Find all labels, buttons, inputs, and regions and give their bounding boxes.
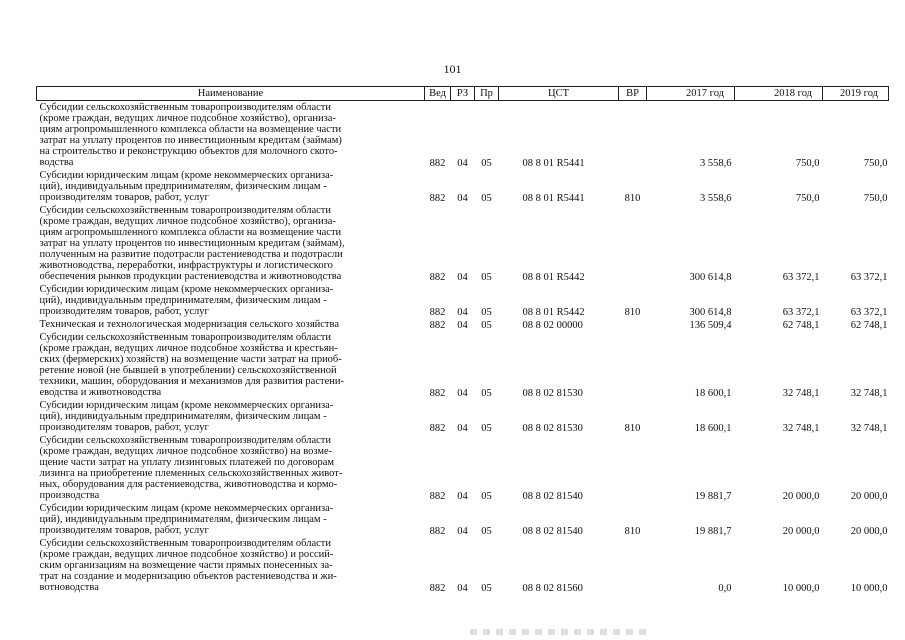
row-amount-2019: 750,0 <box>863 193 888 204</box>
row-vr <box>619 101 647 170</box>
row-vr: 810 <box>624 307 641 318</box>
row-ved: 882 <box>429 193 446 204</box>
row-amount-2018: 750,0 <box>795 158 820 169</box>
col-header-rz: РЗ <box>451 87 475 101</box>
row-vr <box>619 537 647 594</box>
row-amount-2018: 62 748,1 <box>782 320 820 331</box>
row-amount-2019: 63 372,1 <box>850 307 888 318</box>
row-name: Субсидии сельскохозяйственным товаропроизводителям области (кроме граждан, ведущих личное подсобное хозяйство), организа- циям агропромышленного комплекса области на возмещение части затрат на уплату процентов по инвестиционным кредитам (займам) на строительство и реконструкцию объектов для молочного ското- водства <box>39 102 342 168</box>
row-cst: 08 8 01 R5442 <box>522 272 585 283</box>
row-ved: 882 <box>429 388 446 399</box>
col-header-name: Наименование <box>37 87 425 101</box>
table-row <box>37 283 889 318</box>
table-body <box>37 101 889 595</box>
row-vr: 810 <box>624 423 641 434</box>
row-vr <box>619 331 647 399</box>
row-amount-2017: 18 600,1 <box>694 388 732 399</box>
row-amount-2017: 3 558,6 <box>700 158 732 169</box>
row-amount-2017: 19 881,7 <box>694 526 732 537</box>
budget-table <box>36 86 889 594</box>
row-amount-2018: 10 000,0 <box>782 583 820 594</box>
row-amount-2017: 3 558,6 <box>700 193 732 204</box>
row-amount-2019: 20 000,0 <box>850 526 888 537</box>
row-ved: 882 <box>429 158 446 169</box>
col-header-2017: 2017 год <box>647 87 735 101</box>
table-row <box>37 169 889 204</box>
row-rz: 04 <box>457 307 468 318</box>
row-amount-2018: 20 000,0 <box>782 526 820 537</box>
row-ved: 882 <box>429 320 446 331</box>
row-rz: 04 <box>457 491 468 502</box>
row-pr: 05 <box>481 307 492 318</box>
row-amount-2017: 18 600,1 <box>694 423 732 434</box>
row-rz: 04 <box>457 272 468 283</box>
row-amount-2017: 300 614,8 <box>689 307 732 318</box>
row-name: Техническая и технологическая модернизация сельского хозяйства <box>39 319 340 330</box>
table-row <box>37 399 889 434</box>
row-ved: 882 <box>429 272 446 283</box>
row-vr <box>619 318 647 331</box>
table-row <box>37 204 889 283</box>
row-name: Субсидии сельскохозяйственным товаропроизводителям области (кроме граждан, ведущих личное подсобное хозяйства и крестьян- ских (фермерских) хозяйств) на возмещение части затрат на приоб- ретение новой (не бывшей в употреблении) сельскохозяйственной техники, машин, оборудования и механизмов для развития растени- еводства и животноводства <box>39 332 344 398</box>
row-vr <box>619 434 647 502</box>
row-pr: 05 <box>481 526 492 537</box>
row-ved: 882 <box>429 423 446 434</box>
table-row <box>37 434 889 502</box>
col-header-2019: 2019 год <box>823 87 889 101</box>
row-ved: 882 <box>429 583 446 594</box>
row-amount-2019: 32 748,1 <box>850 388 888 399</box>
row-cst: 08 8 02 81560 <box>522 583 583 594</box>
row-cst: 08 8 01 R5441 <box>522 193 585 204</box>
row-amount-2019: 20 000,0 <box>850 491 888 502</box>
row-pr: 05 <box>481 320 492 331</box>
row-vr: 810 <box>624 526 641 537</box>
row-pr: 05 <box>481 388 492 399</box>
table-row <box>37 318 889 331</box>
row-pr: 05 <box>481 491 492 502</box>
row-name: Субсидии сельскохозяйственным товаропроизводителям области (кроме граждан, ведущих личное подсобное хозяйство), организа- циям агропромышленного комплекса области на возмещение части затрат на уплату процентов по инвестиционным кредитам (займам), полученным на развитие подотрасли растениеводства и подотрасли животноводства, переработки, инфраструктуры и логистического обеспечения рынков продукции растениеводства и животноводства <box>39 205 345 282</box>
row-name: Субсидии юридическим лицам (кроме некоммерческих организа- ций), индивидуальным предпринимателям, физическим лицам - производителям товаров, работ, услуг <box>39 284 334 317</box>
col-header-cst: ЦСТ <box>499 87 619 101</box>
row-pr: 05 <box>481 272 492 283</box>
table-row <box>37 502 889 537</box>
table-row <box>37 537 889 594</box>
row-rz: 04 <box>457 320 468 331</box>
row-rz: 04 <box>457 423 468 434</box>
row-amount-2018: 32 748,1 <box>782 423 820 434</box>
row-name: Субсидии юридическим лицам (кроме некоммерческих организа- ций), индивидуальным предпринимателям, физическим лицам - производителям товаров, работ, услуг <box>39 400 334 433</box>
row-amount-2017: 136 509,4 <box>689 320 732 331</box>
row-name: Субсидии юридическим лицам (кроме некоммерческих организа- ций), индивидуальным предпринимателям, физическим лицам - производителям товаров, работ, услуг <box>39 170 334 203</box>
row-amount-2017: 0,0 <box>718 583 732 594</box>
row-rz: 04 <box>457 193 468 204</box>
row-cst: 08 8 01 R5442 <box>522 307 585 318</box>
row-pr: 05 <box>481 158 492 169</box>
row-pr: 05 <box>481 583 492 594</box>
row-ved: 882 <box>429 307 446 318</box>
row-vr <box>619 204 647 283</box>
row-rz: 04 <box>457 158 468 169</box>
col-header-pr: Пр <box>475 87 499 101</box>
row-amount-2019: 32 748,1 <box>850 423 888 434</box>
page-number: 101 <box>443 62 462 76</box>
row-cst: 08 8 02 00000 <box>522 320 583 331</box>
row-amount-2018: 32 748,1 <box>782 388 820 399</box>
row-amount-2018: 63 372,1 <box>782 272 820 283</box>
faint-bleed-through <box>470 629 650 635</box>
table-header-row <box>37 87 889 101</box>
row-cst: 08 8 02 81530 <box>522 423 583 434</box>
row-cst: 08 8 02 81540 <box>522 526 583 537</box>
row-rz: 04 <box>457 583 468 594</box>
table-row <box>37 101 889 170</box>
row-cst: 08 8 01 R5441 <box>522 158 585 169</box>
table-row <box>37 331 889 399</box>
row-rz: 04 <box>457 388 468 399</box>
row-amount-2017: 300 614,8 <box>689 272 732 283</box>
row-name: Субсидии юридическим лицам (кроме некоммерческих организа- ций), индивидуальным предпринимателям, физическим лицам - производителям товаров, работ, услуг <box>39 503 334 536</box>
row-amount-2019: 62 748,1 <box>850 320 888 331</box>
row-amount-2019: 63 372,1 <box>850 272 888 283</box>
row-name: Субсидии сельскохозяйственным товаропроизводителям области (кроме граждан, ведущих личное подсобное хозяйство) и россий- ским организациям на возмещение части прямых понесенных за- трат на создание и модернизацию объектов растениеводства и жи- вотноводства <box>39 538 337 593</box>
row-ved: 882 <box>429 526 446 537</box>
row-pr: 05 <box>481 423 492 434</box>
row-vr: 810 <box>624 193 641 204</box>
col-header-ved: Вед <box>425 87 451 101</box>
col-header-2018: 2018 год <box>735 87 823 101</box>
row-amount-2018: 63 372,1 <box>782 307 820 318</box>
row-name: Субсидии сельскохозяйственным товаропроизводителям области (кроме граждан, ведущих личное подсобное хозяйство) на возме- щение части затрат на уплату лизинговых платежей по договорам лизинга на приобретение племенных сельскохозяйственных живот- ных, оборудования для растениеводства, животноводства и кормо- производства <box>39 435 343 501</box>
row-amount-2018: 750,0 <box>795 193 820 204</box>
row-pr: 05 <box>481 193 492 204</box>
row-amount-2019: 750,0 <box>863 158 888 169</box>
row-rz: 04 <box>457 526 468 537</box>
col-header-vr: ВР <box>619 87 647 101</box>
row-amount-2017: 19 881,7 <box>694 491 732 502</box>
row-amount-2018: 20 000,0 <box>782 491 820 502</box>
row-cst: 08 8 02 81540 <box>522 491 583 502</box>
row-cst: 08 8 02 81530 <box>522 388 583 399</box>
row-amount-2019: 10 000,0 <box>850 583 888 594</box>
row-ved: 882 <box>429 491 446 502</box>
